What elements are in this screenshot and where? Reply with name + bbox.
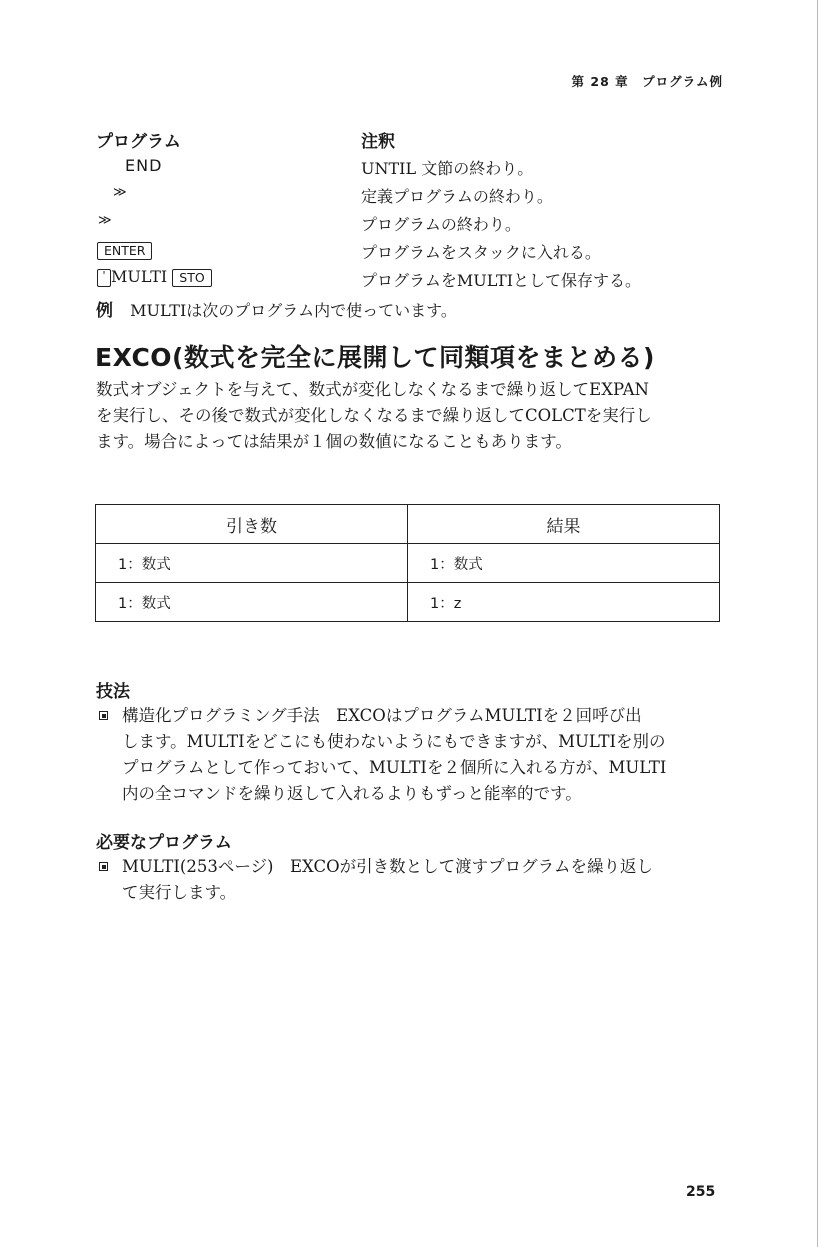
sto-key: STO (172, 269, 211, 287)
arguments-table (95, 504, 720, 622)
program-line-enter (97, 240, 152, 260)
bullet-square-icon (99, 711, 108, 720)
note-line-sto: プログラムをMULTIとして保存する。 (361, 271, 642, 290)
page-edge-line (817, 0, 818, 1247)
paragraph-line: プログラムとして作っておいて、MULTIを２個所に入れる方が、MULTI (122, 758, 667, 777)
paragraph-line: 数式オブジェクトを与えて、数式が変化しなくなるまで繰り返してEXPAN (96, 380, 649, 399)
program-name-multi: MULTI (111, 267, 168, 286)
result-cell: 1：z (408, 583, 720, 622)
note-line-inner-close: 定義プログラムの終わり。 (361, 187, 553, 206)
paragraph-line: 内の全コマンドを繰り返して入れるよりもずっと能率的です。 (122, 784, 582, 803)
page-number: 255 (686, 1184, 716, 1200)
paragraph-line: て実行します。 (122, 883, 237, 902)
program-column-heading: プログラム (96, 132, 181, 152)
paragraph-line: を実行し、その後で数式が変化しなくなるまで繰り返してCOLCTを実行し (96, 406, 652, 425)
note-line-enter: プログラムをスタックに入れる。 (361, 243, 601, 262)
section-title: EXCO(数式を完全に展開して同類項をまとめる) (95, 343, 655, 372)
note-line-end: UNTIL 文節の終わり。 (361, 159, 534, 178)
header-arguments: 引き数 (96, 505, 408, 544)
paragraph-line: ます。場合によっては結果が１個の数値になることもあります。 (96, 432, 572, 451)
example-text: MULTIは次のプログラム内で使っています。 (130, 301, 457, 320)
technique-paragraph (122, 703, 732, 807)
program-line-sto (97, 267, 212, 287)
tick-key: ' (97, 269, 111, 287)
header-results: 結果 (408, 505, 720, 544)
bullet-square-icon (99, 862, 108, 871)
example-line (96, 296, 457, 321)
required-paragraph (122, 854, 732, 906)
section-paragraph (96, 377, 726, 455)
paragraph-line: 構造化プログラミング手法 EXCOはプログラムMULTIを２回呼び出 (122, 706, 642, 725)
paragraph-line: MULTI(253ページ) EXCOが引き数として渡すプログラムを繰り返し (122, 857, 653, 876)
required-heading: 必要なプログラム (96, 833, 232, 853)
result-cell: 1：数式 (408, 544, 720, 583)
example-label: 例 (96, 301, 113, 321)
note-line-outer-close: プログラムの終わり。 (361, 215, 521, 234)
program-line-inner-close: ≫ (113, 185, 127, 200)
arg-cell: 1：数式 (96, 583, 408, 622)
arg-cell: 1：数式 (96, 544, 408, 583)
paragraph-line: します。MULTIをどこにも使わないようにもできますが、MULTIを別の (122, 732, 666, 751)
note-column-heading: 注釈 (361, 132, 395, 152)
technique-heading: 技法 (96, 682, 130, 702)
running-header: 第 28 章 プログラム例 (571, 74, 723, 89)
table-row (96, 583, 720, 622)
table-header-row (96, 505, 720, 544)
program-line-end: END (125, 156, 163, 175)
table-row (96, 544, 720, 583)
program-line-outer-close: ≫ (98, 213, 112, 228)
enter-key: ENTER (97, 242, 152, 260)
